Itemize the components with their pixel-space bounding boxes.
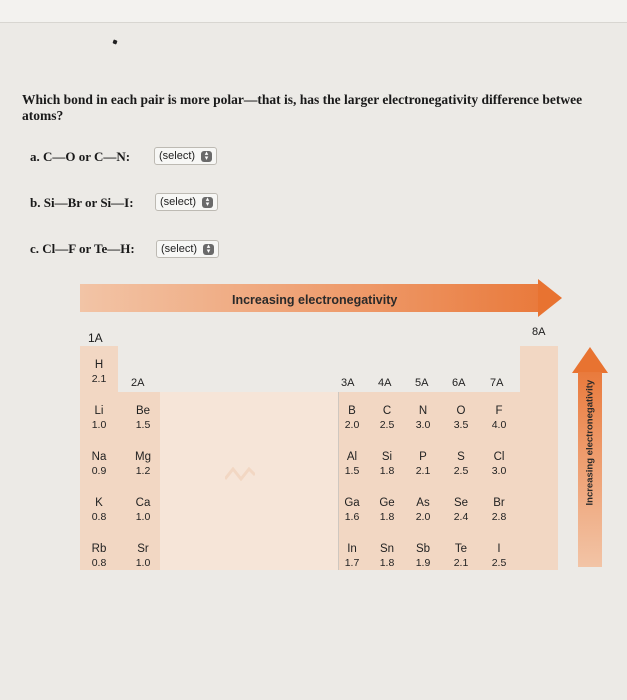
element-symbol: Sb xyxy=(415,543,431,555)
element-cell-as xyxy=(408,496,438,524)
group-label-5a: 5A xyxy=(415,377,429,389)
element-cell-te xyxy=(446,542,476,570)
element-en: 2.8 xyxy=(491,511,507,523)
element-symbol: Ge xyxy=(379,497,395,509)
element-en: 2.5 xyxy=(453,465,469,477)
element-en: 2.0 xyxy=(415,511,431,523)
select-item-c-value: (select) xyxy=(161,243,198,255)
element-cell-s xyxy=(446,450,476,478)
element-cell-f xyxy=(484,404,514,432)
element-symbol: Li xyxy=(94,405,104,417)
element-en: 1.7 xyxy=(344,557,360,569)
element-en: 3.0 xyxy=(491,465,507,477)
element-cell-rb xyxy=(84,542,114,570)
element-en: 4.0 xyxy=(491,419,507,431)
element-en: 0.9 xyxy=(91,465,107,477)
element-cell-sn xyxy=(372,542,402,570)
element-en: 1.0 xyxy=(135,557,151,569)
horizontal-arrow-label: Increasing electronegativity xyxy=(232,293,398,307)
group-label-2a: 2A xyxy=(131,377,145,389)
element-symbol: F xyxy=(495,405,503,417)
element-symbol: In xyxy=(347,543,357,555)
element-en: 1.0 xyxy=(135,511,151,523)
element-symbol: Rb xyxy=(91,543,107,555)
element-cell-i xyxy=(484,542,514,570)
element-en: 3.5 xyxy=(453,419,469,431)
element-cell-ga xyxy=(337,496,367,524)
element-cell-in xyxy=(337,542,367,570)
group-label-7a: 7A xyxy=(490,377,504,389)
element-cell-p xyxy=(408,450,438,478)
element-en: 1.5 xyxy=(135,419,151,431)
break-mark-icon xyxy=(225,467,255,481)
chevron-updown-icon: ▴ ▾ xyxy=(201,151,212,162)
select-item-b-value: (select) xyxy=(160,196,197,208)
element-symbol: Ga xyxy=(344,497,360,509)
group-label-8a: 8A xyxy=(532,326,546,338)
element-en: 1.8 xyxy=(379,557,395,569)
horizontal-arrow-head-icon xyxy=(538,279,562,317)
element-en: 1.8 xyxy=(379,465,395,477)
element-cell-si xyxy=(372,450,402,478)
element-symbol: K xyxy=(95,497,103,509)
item-a-label: a. C—O or C—N: xyxy=(30,149,131,164)
element-en: 0.8 xyxy=(91,511,107,523)
element-cell-sr xyxy=(128,542,158,570)
element-cell-na xyxy=(84,450,114,478)
group-label-6a: 6A xyxy=(452,377,466,389)
element-symbol: Se xyxy=(453,497,469,509)
element-cell-n xyxy=(408,404,438,432)
element-symbol: Na xyxy=(91,451,107,463)
transition-gap-band xyxy=(160,392,338,570)
element-symbol: Sn xyxy=(379,543,395,555)
element-en: 0.8 xyxy=(91,557,107,569)
element-symbol: C xyxy=(382,405,392,417)
element-en: 2.5 xyxy=(379,419,395,431)
element-symbol: Cl xyxy=(493,451,505,463)
element-symbol: P xyxy=(419,451,427,463)
group-label-4a: 4A xyxy=(378,377,392,389)
element-symbol: Mg xyxy=(135,451,151,463)
element-cell-cl xyxy=(484,450,514,478)
element-en: 3.0 xyxy=(415,419,431,431)
element-cell-ca xyxy=(128,496,158,524)
element-cell-b xyxy=(337,404,367,432)
element-en: 2.0 xyxy=(344,419,360,431)
chevron-updown-icon: ▴ ▾ xyxy=(202,197,213,208)
element-symbol: As xyxy=(416,497,430,509)
vertical-arrow-label xyxy=(585,446,596,506)
element-en: 2.5 xyxy=(491,557,507,569)
element-symbol: O xyxy=(456,405,466,417)
element-en: 2.4 xyxy=(453,511,469,523)
item-c-label: c. Cl—F or Te—H: xyxy=(30,241,135,256)
element-cell-o xyxy=(446,404,476,432)
element-cell-mg xyxy=(128,450,158,478)
element-en: 2.1 xyxy=(453,557,469,569)
group-label-3a: 3A xyxy=(341,377,355,389)
element-cell-c xyxy=(372,404,402,432)
element-symbol: Be xyxy=(135,405,151,417)
select-item-a-value: (select) xyxy=(159,150,196,162)
element-symbol: B xyxy=(348,405,356,417)
element-en: 1.5 xyxy=(344,465,360,477)
element-symbol: N xyxy=(418,405,428,417)
element-symbol: S xyxy=(457,451,465,463)
element-en: 1.9 xyxy=(415,557,431,569)
element-en: 1.6 xyxy=(344,511,360,523)
question-text: Which bond in each pair is more polar—that is, has the larger electronegativity difference betwee atoms? xyxy=(22,92,583,123)
element-cell-li xyxy=(84,404,114,432)
element-cell-se xyxy=(446,496,476,524)
element-cell-al xyxy=(337,450,367,478)
element-symbol: I xyxy=(497,543,501,555)
element-symbol: Ca xyxy=(135,497,151,509)
element-symbol: Si xyxy=(381,451,393,463)
item-b-label: b. Si—Br or Si—I: xyxy=(30,195,134,210)
element-en: 2.1 xyxy=(415,465,431,477)
element-cell-ge xyxy=(372,496,402,524)
element-symbol: H xyxy=(94,359,104,371)
element-cell-sb xyxy=(408,542,438,570)
element-symbol: Al xyxy=(346,451,358,463)
group-label-1a: 1A xyxy=(88,331,103,345)
element-cell-br xyxy=(484,496,514,524)
chevron-updown-icon: ▴ ▾ xyxy=(203,244,214,255)
element-cell-k xyxy=(84,496,114,524)
element-en: 1.2 xyxy=(135,465,151,477)
group-8a-column xyxy=(520,346,558,570)
element-symbol: Sr xyxy=(137,543,149,555)
vertical-arrow-head-icon xyxy=(572,347,608,373)
element-cell-h xyxy=(84,358,114,386)
element-en: 2.1 xyxy=(91,373,107,385)
element-symbol: Te xyxy=(454,543,468,555)
element-en: 1.8 xyxy=(379,511,395,523)
element-symbol: Br xyxy=(493,497,505,509)
element-cell-be xyxy=(128,404,158,432)
element-en: 1.0 xyxy=(91,419,107,431)
